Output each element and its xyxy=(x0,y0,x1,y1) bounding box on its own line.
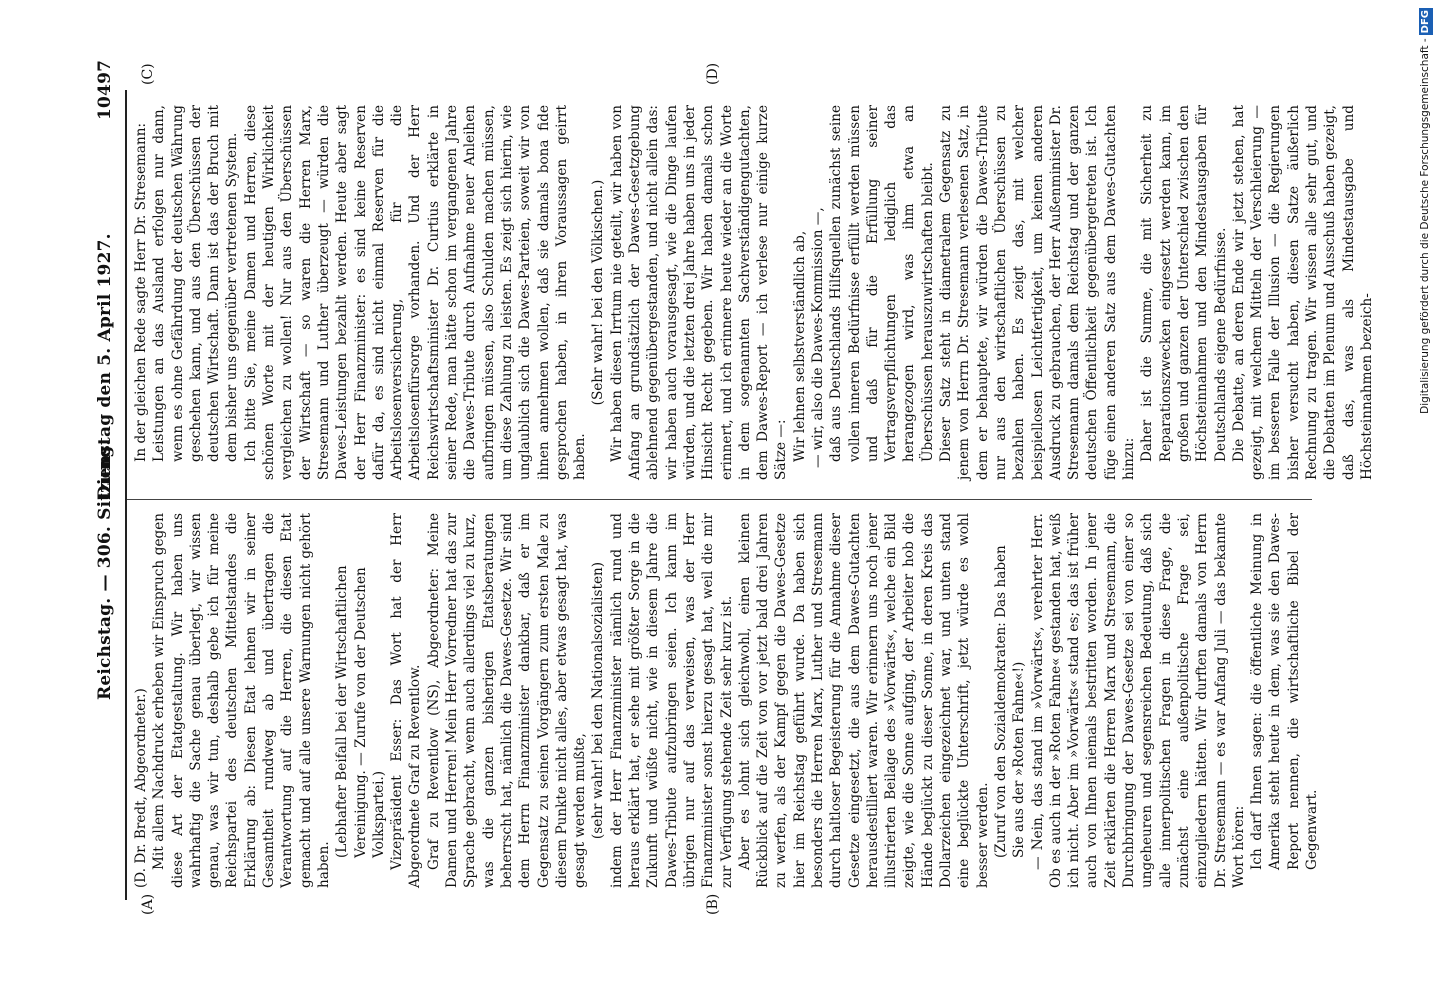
header-left: Reichstag. — 306. Sitzung. xyxy=(95,439,115,700)
interjection: (Zuruf von den Sozialdemokraten: Das haben Sie aus der »Roten Fahne«!) xyxy=(992,545,1028,858)
credit-text: Digitalisierung gefördert durch die Deutsche Forschungsgemeinschaft - xyxy=(1419,38,1431,414)
header-date: Dienstag den 5. April 1927. xyxy=(95,233,115,500)
margin-mark-d: (D) xyxy=(705,62,721,85)
paragraph: Graf zu Reventlow (NS), Abgeordneter: Meine Damen und Herren! Mein Herr Vorredner hat das zur Sprache gebracht, wenn auch allerdings viel zu kurz, was die ganzen bisherigen Etatsberatungen beherrscht hat, nämlich die Dawes-Gesetze. Wir sind dem Herrn Finanzminister dankbar, daß er im Gegensatz zu seinen Vorgängern zum ersten Male zu diesem Punkte nicht alles, aber etwas gesagt hat, was gesagt werden mußte, xyxy=(425,513,589,888)
speaker-line: (D. Dr. Bredt, Abgeordneter.) xyxy=(133,688,149,888)
paragraph: Ich bitte Sie, meine Damen und Herren, diese schönen Worte mit der heutigen Wirklichkeit vergleichen zu wollen! Nur aus den Überschüssen der Wirtschaft — so waren die Herren Marx, Stresemann und Luther überzeugt — würden die Dawes-Leistungen bezahlt werden. Heute aber sagt der Herr Finanzminister: es sind keine Reserven dafür da, es sind nicht einmal Reserven für die Arbeitslosenversicherung, für die Arbeitslosenfürsorge vorhanden. Und der Herr Reichswirtschaftsminister Dr. Curtius erklärte in seiner Rede, man hätte schon im vergangenen Jahre die Dawes-Tribute durch Aufnahme neuer Anleihen aufbringen müssen, also Schulden machen müssen, um diese Zahlung zu leisten. Es zeigt sich hierin, wie unglaublich sich die Dawes-Parteien, soweit wir von ihnen annehmen wollen, daß sie damals bona fide gesprochen haben, in ihren Voraussagen geirrt haben. xyxy=(242,105,589,480)
paragraph: Wir haben diesen Irrtum nie geteilt, wir haben von Anfang an grundsätzlich der Dawes-Gesetzgebung ablehnend gegenübergestanden, und nicht allein das: wir haben auch vorausgesagt, wie die Dinge laufen würden, und die letzten drei Jahre haben uns in jeder Hinsicht Recht gegeben. Wir haben damals schon erinnert, und ich erinnere heute wieder an die Worte in dem sogenannten Sachverständigengutachten, dem Dawes-Report — ich verlese nur einige kurze Sätze —: xyxy=(608,105,790,480)
paragraph: In der gleichen Rede sagte Herr Dr. Stresemann: xyxy=(133,122,149,462)
quotation: Ich darf Ihnen sagen: die öffentliche Meinung in Amerika steht heute in dem, was sie den Dawes-Report nennen, die wirtschaftliche Bibel der Gegenwart. xyxy=(1249,513,1320,870)
margin-mark-b: (B) xyxy=(705,893,721,915)
left-column xyxy=(132,513,1321,888)
page-number: 10497 xyxy=(95,59,115,120)
paragraph: Aber es lohnt sich gleichwohl, einen kleinen Rückblick auf die Zeit von vor jetzt bald drei Jahren zu werfen, als der Kampf gegen die Dawes-Gesetze hier im Reichstag geführt wurde. Da haben sich besonders die Herren Marx, Luther und Stresemann durch haltloser Begeisterung für die Annahme dieser Gesetze eingesetzt, die aus dem Dawes-Gutachten herausdestilliert waren. Wir erinnern uns noch jener illustrierten Beilage des »Vorwärts«, welche ein Bild zeigte, wie die Sonne aufging, der Arbeiter hob die Hände beglückt zu dieser Sonne, in deren Kreis das Dollarzeichen eingezeichnet war, und unten stand eine beglückte Unterschrift, jetzt würde es wohl besser werden. xyxy=(736,513,991,888)
quotation: Wir lehnen selbstverständlich ab, xyxy=(791,230,808,462)
right-column xyxy=(132,105,1376,480)
quotation: daß aus Deutschlands Hilfsquellen zunächst seine vollen inneren Bedürfnisse erfüllt werden müssen und daß für die Erfüllung seiner Vertragsverpflichtungen lediglich das herangezogen wird, was ihm etwa an Überschüssen herauszuwirtschaften bleibt. xyxy=(828,105,936,462)
paragraph: Dieser Satz steht in diametralem Gegensatz zu jenem von Herrn Dr. Stresemann verlesenen Satz, in dem er behauptete, wir würden die Dawes-Tribute nur aus den wirtschaftlichen Überschüssen zu bezahlen haben. Es zeigt das, mit welcher beispiellosen Leichtfertigkeit, um keinen anderen Ausdruck zu gebrauchen, der Herr Außenminister Dr. Stresemann damals dem Reichstag und der ganzen deutschen Öffentlichkeit gegenübergetreten ist. Ich füge einen anderen Satz aus dem Dawes-Gutachten hinzu: xyxy=(938,105,1138,480)
quotation: Daher ist die Summe, die mit Sicherheit zu Reparationszwecken eingesetzt werden kann, im großen und ganzen der Unterschied zwischen den Höchsteinnahmen und den Mindestausgaben für Deutschlands eigene Bedürfnisse. xyxy=(1139,105,1229,462)
paragraph: Vizepräsident Esser: Das Wort hat der Herr Abgeordnete Graf zu Reventlow. xyxy=(389,513,424,888)
margin-mark-c: (C) xyxy=(140,63,156,85)
interjection: (sehr wahr! bei den Nationalsozialisten) xyxy=(590,561,607,840)
header-rule xyxy=(125,90,127,900)
interjection: (Sehr wahr! bei den Völkischen.) xyxy=(590,179,607,406)
paragraph: Mit allem Nachdruck erheben wir Einspruch gegen diese Art der Etatgestaltung. Wir haben uns wahrhaftig die Sache genau überlegt, wir wissen genau, was wir tun, deshalb gebe ich für meine Reichspartei des deutschen Mittelstandes die Erklärung ab: Diesen Etat lehnen wir in seiner Gesamtheit rundweg ab und übertragen die Verantwortung auf die Herren, die diesen Etat gemacht und auf alle unsere Warnungen nicht gehört haben. xyxy=(151,513,332,888)
interjection: (Lebhafter Beifall bei der Wirtschaftlichen Vereinigung. — Zurufe von der Deutschen Volkspartei.) xyxy=(334,565,387,858)
paragraph: Die Debatte, an deren Ende wir jetzt stehen, hat gezeigt, mit welchem Mitteln der Verschleierung — im besseren Falle der Illusion — die Regierungen bisher versucht haben, diesen Satze äußerlich Rechnung zu tragen. Wir wissen alle sehr gut, und die Debatten im Plenum und Ausschuß haben gezeigt, daß das, was als Mindestausgabe und Höchsteinnahmen bezeich- xyxy=(1230,105,1375,480)
column-divider xyxy=(127,499,1312,500)
paragraph: — Nein, das stand im »Vorwärts«, verehrter Herr. Ob es auch in der »Roten Fahne« gestanden hat, weiß ich nicht. Aber im »Vorwärts« stand es; das ist früher auch von Ihnen niemals bestritten worden. In jener Zeit erklärten die Herren Marx und Stresemann, die Durchbringung der Dawes-Gesetze sei von einer so ungeheuren und segensreichen Bedeutung, daß sich alle innerpolitischen Fragen in diese Frage, die zunächst eine außenpolitische Frage sei, einzugliedern hätten. Wir durften damals von Herrn Dr. Stresemann — es war Anfang Juli — das bekannte Wort hören: xyxy=(1029,513,1247,888)
dfg-logo: DFG xyxy=(1420,10,1431,34)
margin-mark-a: (A) xyxy=(140,893,156,915)
paragraph: — wir, also die Dawes-Kommission —, xyxy=(809,207,826,468)
paragraph: indem der Herr Finanzminister nämlich rund und heraus erklärt hat, er sehe mit größter Sorge in die Zukunft und wüßte nicht, wie in diesem Jahre die Dawes-Tribute aufzubringen seien. Ich kann im übrigen nur auf das verweisen, was der Herr Finanzminister sonst hierzu gesagt hat, weil die mir zur Verfügung stehende Zeit sehr kurz ist. xyxy=(608,513,735,888)
digitization-credit xyxy=(1418,8,1432,698)
quotation: Leistungen an das Ausland erfolgen nur dann, wenn es ohne Gefährdung der deutschen Währung geschehen kann, und aus den Überschüssen der deutschen Wirtschaft. Dann ist das der Bruch mit dem bisher uns gegenüber vertretenen System. xyxy=(151,105,241,462)
